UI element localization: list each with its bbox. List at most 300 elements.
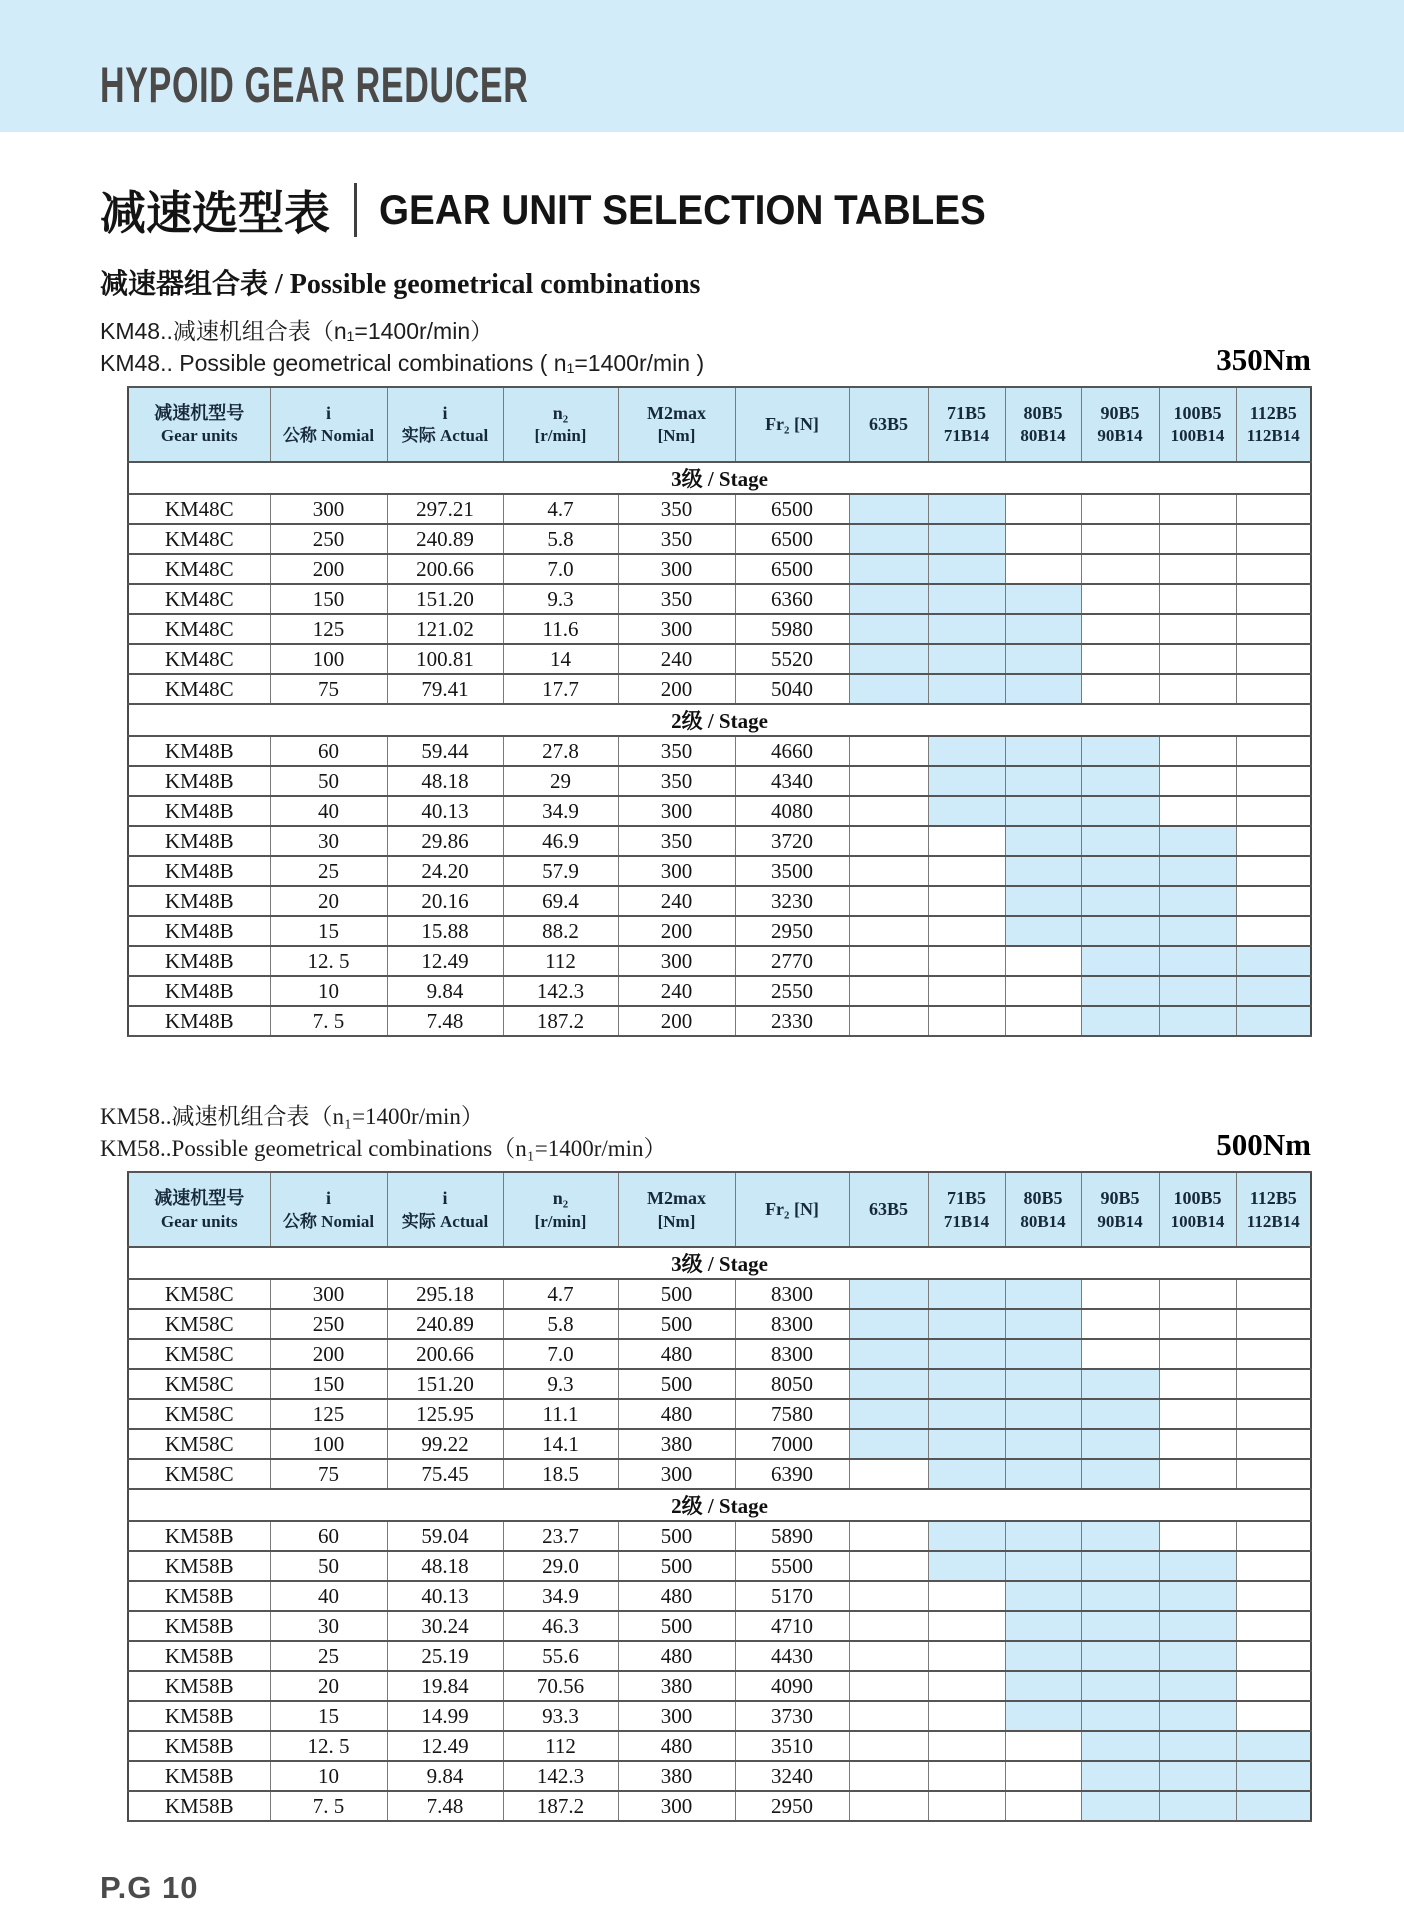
gear-unit-cell: KM48B: [128, 736, 270, 766]
gear-unit-cell: KM58C: [128, 1309, 270, 1339]
motor-empty-cell: [1236, 1369, 1311, 1399]
motor-compatible-cell: [1081, 916, 1159, 946]
motor-empty-cell: [1081, 644, 1159, 674]
motor-compatible-cell: [1159, 826, 1236, 856]
column-header: 71B5 71B14: [928, 1172, 1005, 1247]
motor-empty-cell: [849, 826, 928, 856]
motor-compatible-cell: [1005, 736, 1081, 766]
motor-compatible-cell: [1005, 1671, 1081, 1701]
table-row: [128, 674, 1311, 704]
radial-load-cell: 2550: [735, 976, 849, 1006]
radial-load-cell: 4430: [735, 1641, 849, 1671]
radial-load-cell: 2330: [735, 1006, 849, 1036]
column-header: 112B5 112B14: [1236, 1172, 1311, 1247]
actual-ratio-cell: 25.19: [387, 1641, 503, 1671]
gear-unit-cell: KM48C: [128, 554, 270, 584]
km48-table-header: [100, 314, 1311, 377]
motor-empty-cell: [1236, 886, 1311, 916]
nominal-ratio-cell: 25: [270, 1641, 387, 1671]
actual-ratio-cell: 151.20: [387, 584, 503, 614]
output-speed-cell: 7.0: [503, 554, 618, 584]
actual-ratio-cell: 20.16: [387, 886, 503, 916]
motor-empty-cell: [928, 1701, 1005, 1731]
stage-label: 3级 / Stage: [128, 462, 1311, 494]
brand-title: HYPOID GEAR REDUCER: [100, 57, 529, 113]
motor-compatible-cell: [1159, 1641, 1236, 1671]
motor-empty-cell: [928, 1671, 1005, 1701]
max-torque-cell: 350: [618, 826, 735, 856]
output-speed-cell: 5.8: [503, 1309, 618, 1339]
motor-compatible-cell: [1236, 1761, 1311, 1791]
gear-unit-cell: KM48B: [128, 766, 270, 796]
stage-label: 2级 / Stage: [128, 704, 1311, 736]
actual-ratio-cell: 12.49: [387, 1731, 503, 1761]
column-header: 减速机型号 Gear units: [128, 387, 270, 462]
gear-unit-cell: KM58B: [128, 1611, 270, 1641]
actual-ratio-cell: 14.99: [387, 1701, 503, 1731]
actual-ratio-cell: 59.04: [387, 1521, 503, 1551]
actual-ratio-cell: 200.66: [387, 1339, 503, 1369]
motor-empty-cell: [1159, 796, 1236, 826]
motor-compatible-cell: [928, 554, 1005, 584]
gear-unit-cell: KM58C: [128, 1279, 270, 1309]
motor-empty-cell: [1236, 856, 1311, 886]
max-torque-cell: 350: [618, 494, 735, 524]
output-speed-cell: 9.3: [503, 1369, 618, 1399]
actual-ratio-cell: 125.95: [387, 1399, 503, 1429]
motor-compatible-cell: [1159, 1551, 1236, 1581]
motor-empty-cell: [1159, 1459, 1236, 1489]
motor-empty-cell: [928, 1611, 1005, 1641]
motor-empty-cell: [1236, 1581, 1311, 1611]
output-speed-cell: 142.3: [503, 976, 618, 1006]
motor-empty-cell: [849, 1761, 928, 1791]
motor-compatible-cell: [928, 1369, 1005, 1399]
motor-empty-cell: [1236, 1429, 1311, 1459]
motor-compatible-cell: [1081, 1581, 1159, 1611]
motor-compatible-cell: [928, 736, 1005, 766]
motor-compatible-cell: [1159, 1761, 1236, 1791]
motor-compatible-cell: [1005, 614, 1081, 644]
table-row: [128, 524, 1311, 554]
table-row: [128, 1459, 1311, 1489]
section-subtitle: [100, 262, 1404, 298]
gear-unit-cell: KM58C: [128, 1369, 270, 1399]
table-header-row: [128, 1172, 1311, 1247]
table-row: [128, 1641, 1311, 1671]
radial-load-cell: 6500: [735, 554, 849, 584]
actual-ratio-cell: 200.66: [387, 554, 503, 584]
gear-unit-cell: KM48B: [128, 826, 270, 856]
motor-empty-cell: [928, 856, 1005, 886]
output-speed-cell: 11.1: [503, 1399, 618, 1429]
motor-empty-cell: [1159, 1369, 1236, 1399]
motor-compatible-cell: [1005, 1641, 1081, 1671]
column-header: M2max [Nm]: [618, 1172, 735, 1247]
gear-unit-cell: KM58C: [128, 1399, 270, 1429]
motor-compatible-cell: [1081, 826, 1159, 856]
gear-unit-cell: KM58B: [128, 1521, 270, 1551]
motor-compatible-cell: [1159, 1701, 1236, 1731]
motor-empty-cell: [1236, 524, 1311, 554]
motor-empty-cell: [1081, 1309, 1159, 1339]
radial-load-cell: 8050: [735, 1369, 849, 1399]
motor-empty-cell: [1236, 736, 1311, 766]
max-torque-cell: 350: [618, 736, 735, 766]
actual-ratio-cell: 40.13: [387, 1581, 503, 1611]
actual-ratio-cell: 7.48: [387, 1006, 503, 1036]
motor-compatible-cell: [849, 614, 928, 644]
output-speed-cell: 69.4: [503, 886, 618, 916]
motor-compatible-cell: [1081, 1611, 1159, 1641]
table-row: [128, 494, 1311, 524]
nominal-ratio-cell: 30: [270, 826, 387, 856]
motor-empty-cell: [928, 976, 1005, 1006]
actual-ratio-cell: 24.20: [387, 856, 503, 886]
max-torque-cell: 300: [618, 1459, 735, 1489]
subtitle-zh: 减速器组合表: [100, 268, 269, 299]
table-row: [128, 826, 1311, 856]
motor-compatible-cell: [849, 494, 928, 524]
radial-load-cell: 5170: [735, 1581, 849, 1611]
motor-compatible-cell: [928, 1279, 1005, 1309]
max-torque-cell: 200: [618, 916, 735, 946]
max-torque-cell: 350: [618, 524, 735, 554]
km58-table-section: [100, 1099, 1311, 1822]
motor-empty-cell: [849, 1701, 928, 1731]
km58-torque-rating: 500Nm: [1216, 1127, 1311, 1163]
nominal-ratio-cell: 7. 5: [270, 1006, 387, 1036]
output-speed-cell: 17.7: [503, 674, 618, 704]
nominal-ratio-cell: 200: [270, 554, 387, 584]
max-torque-cell: 300: [618, 856, 735, 886]
motor-compatible-cell: [849, 674, 928, 704]
actual-ratio-cell: 9.84: [387, 976, 503, 1006]
motor-empty-cell: [1236, 1521, 1311, 1551]
motor-empty-cell: [849, 1641, 928, 1671]
page-number: P.G 10: [100, 1870, 199, 1906]
motor-compatible-cell: [849, 1339, 928, 1369]
output-speed-cell: 4.7: [503, 1279, 618, 1309]
max-torque-cell: 200: [618, 674, 735, 704]
radial-load-cell: 6500: [735, 494, 849, 524]
motor-empty-cell: [1159, 524, 1236, 554]
radial-load-cell: 4340: [735, 766, 849, 796]
motor-empty-cell: [849, 976, 928, 1006]
motor-compatible-cell: [1081, 736, 1159, 766]
motor-empty-cell: [1236, 796, 1311, 826]
actual-ratio-cell: 295.18: [387, 1279, 503, 1309]
radial-load-cell: 8300: [735, 1339, 849, 1369]
motor-empty-cell: [928, 826, 1005, 856]
motor-compatible-cell: [1081, 856, 1159, 886]
actual-ratio-cell: 59.44: [387, 736, 503, 766]
nominal-ratio-cell: 60: [270, 736, 387, 766]
motor-empty-cell: [1081, 494, 1159, 524]
table-row: [128, 856, 1311, 886]
motor-compatible-cell: [1236, 1731, 1311, 1761]
nominal-ratio-cell: 7. 5: [270, 1791, 387, 1821]
motor-compatible-cell: [1159, 976, 1236, 1006]
stage-separator-row: [128, 1247, 1311, 1279]
motor-empty-cell: [1236, 1551, 1311, 1581]
gear-unit-cell: KM48B: [128, 1006, 270, 1036]
output-speed-cell: 46.3: [503, 1611, 618, 1641]
column-header: 90B5 90B14: [1081, 1172, 1159, 1247]
km48-table-section: [100, 314, 1311, 1037]
max-torque-cell: 500: [618, 1611, 735, 1641]
nominal-ratio-cell: 250: [270, 524, 387, 554]
radial-load-cell: 8300: [735, 1309, 849, 1339]
max-torque-cell: 300: [618, 1701, 735, 1731]
motor-compatible-cell: [928, 674, 1005, 704]
actual-ratio-cell: 240.89: [387, 1309, 503, 1339]
gear-unit-cell: KM58C: [128, 1429, 270, 1459]
gear-unit-cell: KM48B: [128, 916, 270, 946]
motor-compatible-cell: [1081, 1551, 1159, 1581]
motor-empty-cell: [1236, 766, 1311, 796]
motor-compatible-cell: [928, 1521, 1005, 1551]
motor-empty-cell: [928, 1006, 1005, 1036]
nominal-ratio-cell: 60: [270, 1521, 387, 1551]
motor-empty-cell: [928, 1641, 1005, 1671]
output-speed-cell: 9.3: [503, 584, 618, 614]
actual-ratio-cell: 240.89: [387, 524, 503, 554]
motor-compatible-cell: [928, 796, 1005, 826]
max-torque-cell: 200: [618, 1006, 735, 1036]
motor-compatible-cell: [1081, 976, 1159, 1006]
table-row: [128, 1671, 1311, 1701]
motor-empty-cell: [1159, 614, 1236, 644]
table-row: [128, 554, 1311, 584]
actual-ratio-cell: 40.13: [387, 796, 503, 826]
motor-empty-cell: [928, 946, 1005, 976]
output-speed-cell: 7.0: [503, 1339, 618, 1369]
actual-ratio-cell: 9.84: [387, 1761, 503, 1791]
motor-empty-cell: [1159, 1429, 1236, 1459]
motor-empty-cell: [849, 796, 928, 826]
nominal-ratio-cell: 20: [270, 1671, 387, 1701]
gear-unit-cell: KM48C: [128, 584, 270, 614]
motor-compatible-cell: [849, 554, 928, 584]
table-row: [128, 946, 1311, 976]
motor-compatible-cell: [1005, 856, 1081, 886]
motor-compatible-cell: [1159, 1006, 1236, 1036]
motor-compatible-cell: [1005, 1521, 1081, 1551]
column-header: 63B5: [849, 387, 928, 462]
nominal-ratio-cell: 150: [270, 584, 387, 614]
motor-empty-cell: [1236, 644, 1311, 674]
motor-compatible-cell: [1236, 1006, 1311, 1036]
motor-compatible-cell: [1081, 1399, 1159, 1429]
motor-compatible-cell: [1005, 674, 1081, 704]
actual-ratio-cell: 75.45: [387, 1459, 503, 1489]
motor-compatible-cell: [1236, 946, 1311, 976]
motor-empty-cell: [1081, 614, 1159, 644]
motor-compatible-cell: [1005, 1701, 1081, 1731]
motor-empty-cell: [928, 916, 1005, 946]
motor-compatible-cell: [1005, 584, 1081, 614]
radial-load-cell: 5520: [735, 644, 849, 674]
motor-compatible-cell: [928, 1339, 1005, 1369]
motor-empty-cell: [1005, 554, 1081, 584]
motor-empty-cell: [1005, 1731, 1081, 1761]
motor-compatible-cell: [1159, 1581, 1236, 1611]
output-speed-cell: 34.9: [503, 796, 618, 826]
motor-compatible-cell: [849, 1279, 928, 1309]
max-torque-cell: 500: [618, 1521, 735, 1551]
table-row: [128, 976, 1311, 1006]
column-header: M2max [Nm]: [618, 387, 735, 462]
column-header: 80B5 80B14: [1005, 387, 1081, 462]
motor-compatible-cell: [928, 644, 1005, 674]
table-row: [128, 1339, 1311, 1369]
radial-load-cell: 4660: [735, 736, 849, 766]
radial-load-cell: 2770: [735, 946, 849, 976]
table-row: [128, 1611, 1311, 1641]
motor-compatible-cell: [1159, 1611, 1236, 1641]
motor-empty-cell: [1081, 674, 1159, 704]
motor-compatible-cell: [1005, 1339, 1081, 1369]
table-row: [128, 1701, 1311, 1731]
radial-load-cell: 2950: [735, 916, 849, 946]
motor-compatible-cell: [1081, 1521, 1159, 1551]
motor-compatible-cell: [928, 614, 1005, 644]
max-torque-cell: 300: [618, 614, 735, 644]
motor-compatible-cell: [1005, 1429, 1081, 1459]
stage-separator-row: [128, 1489, 1311, 1521]
motor-empty-cell: [849, 946, 928, 976]
motor-empty-cell: [928, 1761, 1005, 1791]
motor-compatible-cell: [849, 1399, 928, 1429]
motor-empty-cell: [928, 1731, 1005, 1761]
output-speed-cell: 11.6: [503, 614, 618, 644]
table-row: [128, 1399, 1311, 1429]
gear-unit-cell: KM48B: [128, 856, 270, 886]
gear-unit-cell: KM58B: [128, 1551, 270, 1581]
max-torque-cell: 300: [618, 554, 735, 584]
gear-unit-cell: KM58B: [128, 1791, 270, 1821]
km58-table-header: [100, 1099, 1311, 1162]
actual-ratio-cell: 48.18: [387, 1551, 503, 1581]
radial-load-cell: 3510: [735, 1731, 849, 1761]
max-torque-cell: 300: [618, 1791, 735, 1821]
column-header: 减速机型号 Gear units: [128, 1172, 270, 1247]
column-header: i 实际 Actual: [387, 1172, 503, 1247]
motor-compatible-cell: [1159, 916, 1236, 946]
motor-empty-cell: [1236, 674, 1311, 704]
motor-empty-cell: [1236, 1611, 1311, 1641]
motor-empty-cell: [1236, 494, 1311, 524]
motor-empty-cell: [849, 916, 928, 946]
motor-empty-cell: [1005, 1761, 1081, 1791]
subtitle-en: Possible geometrical combinations: [289, 269, 701, 300]
km48-table-titles: [100, 314, 704, 377]
table-row: [128, 796, 1311, 826]
nominal-ratio-cell: 100: [270, 1429, 387, 1459]
motor-compatible-cell: [1081, 1761, 1159, 1791]
gear-unit-cell: KM58B: [128, 1671, 270, 1701]
max-torque-cell: 480: [618, 1399, 735, 1429]
motor-compatible-cell: [928, 1399, 1005, 1429]
motor-compatible-cell: [1081, 1641, 1159, 1671]
gear-unit-cell: KM58C: [128, 1339, 270, 1369]
radial-load-cell: 6360: [735, 584, 849, 614]
motor-empty-cell: [1159, 674, 1236, 704]
motor-compatible-cell: [1005, 1611, 1081, 1641]
max-torque-cell: 300: [618, 796, 735, 826]
actual-ratio-cell: 100.81: [387, 644, 503, 674]
motor-empty-cell: [1159, 1279, 1236, 1309]
table-row: [128, 766, 1311, 796]
nominal-ratio-cell: 150: [270, 1369, 387, 1399]
km58-title-zh: KM58..减速机组合表（n₁=1400r/min）: [100, 1104, 484, 1130]
motor-compatible-cell: [1005, 1309, 1081, 1339]
output-speed-cell: 14: [503, 644, 618, 674]
motor-empty-cell: [1005, 494, 1081, 524]
output-speed-cell: 34.9: [503, 1581, 618, 1611]
gear-unit-cell: KM48C: [128, 674, 270, 704]
motor-compatible-cell: [1005, 826, 1081, 856]
motor-empty-cell: [1159, 584, 1236, 614]
page-header-band: [0, 0, 1404, 132]
nominal-ratio-cell: 100: [270, 644, 387, 674]
motor-compatible-cell: [1081, 1701, 1159, 1731]
motor-empty-cell: [1236, 554, 1311, 584]
motor-empty-cell: [1005, 946, 1081, 976]
motor-compatible-cell: [928, 524, 1005, 554]
motor-compatible-cell: [849, 584, 928, 614]
motor-empty-cell: [1236, 826, 1311, 856]
motor-empty-cell: [1005, 1791, 1081, 1821]
column-header: i 公称 Nomial: [270, 1172, 387, 1247]
output-speed-cell: 5.8: [503, 524, 618, 554]
motor-empty-cell: [1159, 494, 1236, 524]
motor-compatible-cell: [928, 1429, 1005, 1459]
max-torque-cell: 480: [618, 1641, 735, 1671]
motor-empty-cell: [849, 1611, 928, 1641]
nominal-ratio-cell: 40: [270, 796, 387, 826]
motor-empty-cell: [1081, 554, 1159, 584]
gear-unit-cell: KM48C: [128, 614, 270, 644]
max-torque-cell: 240: [618, 886, 735, 916]
nominal-ratio-cell: 40: [270, 1581, 387, 1611]
km58-title-en: KM58..Possible geometrical combinations（n₁=1400r/min）: [100, 1135, 667, 1161]
max-torque-cell: 500: [618, 1309, 735, 1339]
motor-compatible-cell: [1159, 1671, 1236, 1701]
gear-unit-cell: KM58B: [128, 1761, 270, 1791]
motor-empty-cell: [1236, 1671, 1311, 1701]
motor-empty-cell: [849, 766, 928, 796]
motor-compatible-cell: [928, 766, 1005, 796]
table-row: [128, 1521, 1311, 1551]
actual-ratio-cell: 29.86: [387, 826, 503, 856]
table-row: [128, 886, 1311, 916]
actual-ratio-cell: 7.48: [387, 1791, 503, 1821]
motor-empty-cell: [1081, 524, 1159, 554]
table-row: [128, 1006, 1311, 1036]
radial-load-cell: 3230: [735, 886, 849, 916]
page-content: [0, 182, 1404, 1906]
nominal-ratio-cell: 30: [270, 1611, 387, 1641]
column-header: 100B5 100B14: [1159, 1172, 1236, 1247]
max-torque-cell: 350: [618, 766, 735, 796]
motor-compatible-cell: [928, 1309, 1005, 1339]
motor-compatible-cell: [928, 494, 1005, 524]
actual-ratio-cell: 19.84: [387, 1671, 503, 1701]
column-header: n₂ [r/min]: [503, 387, 618, 462]
actual-ratio-cell: 30.24: [387, 1611, 503, 1641]
